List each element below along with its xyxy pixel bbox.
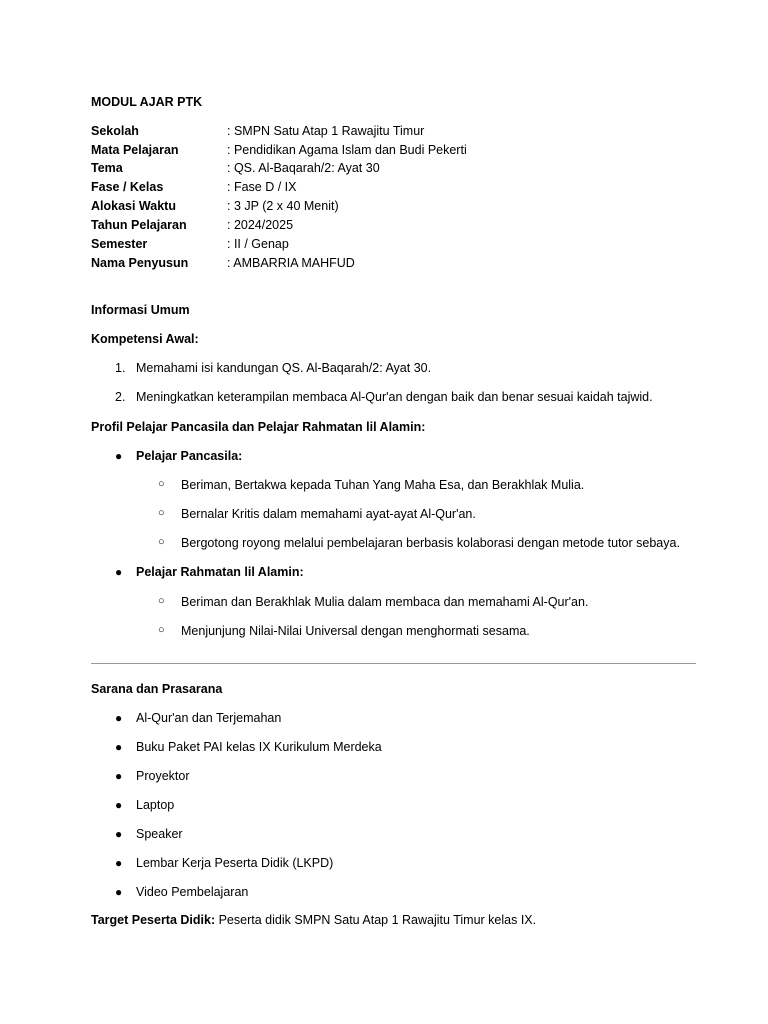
list-item-text: Menjunjung Nilai-Nilai Universal dengan menghormati sesama. — [181, 624, 530, 638]
bullet-icon: ● — [115, 827, 123, 841]
list-item-text: Proyektor — [136, 769, 190, 783]
list-item-text: Beriman dan Berakhlak Mulia dalam membaca dan memahami Al-Qur'an. — [181, 595, 589, 609]
list-item-text: Pelajar Rahmatan lil Alamin: — [136, 565, 304, 579]
meta-value: : SMPN Satu Atap 1 Rawajitu Timur — [227, 124, 425, 138]
list-number: 2. — [115, 390, 126, 404]
section-heading-informasi-umum: Informasi Umum — [91, 303, 190, 317]
target-paragraph — [91, 913, 536, 928]
bullet-icon: ● — [115, 565, 123, 579]
circle-bullet-icon: ○ — [158, 595, 165, 607]
list-item-text: Bernalar Kritis dalam memahami ayat-ayat Al-Qur'an. — [181, 507, 476, 521]
circle-bullet-icon: ○ — [158, 624, 165, 636]
list-item-text: Speaker — [136, 827, 183, 841]
meta-label: Semester — [91, 237, 148, 251]
meta-value: : QS. Al-Baqarah/2: Ayat 30 — [227, 161, 380, 175]
bullet-icon: ● — [115, 798, 123, 812]
meta-value: : AMBARRIA MAHFUD — [227, 256, 355, 270]
bullet-icon: ● — [115, 856, 123, 870]
bullet-icon: ● — [115, 885, 123, 899]
meta-label: Tema — [91, 161, 123, 175]
meta-value: : Fase D / IX — [227, 180, 297, 194]
meta-label: Mata Pelajaran — [91, 143, 179, 157]
list-item-text: Meningkatkan keterampilan membaca Al-Qur'an dengan baik dan benar sesuai kaidah tajwid. — [136, 390, 653, 404]
list-item-text: Memahami isi kandungan QS. Al-Baqarah/2: Ayat 30. — [136, 361, 432, 375]
target-text: Peserta didik SMPN Satu Atap 1 Rawajitu Timur kelas IX. — [215, 913, 537, 927]
meta-label: Sekolah — [91, 124, 139, 138]
bullet-icon: ● — [115, 769, 123, 783]
list-item-text: Al-Qur'an dan Terjemahan — [136, 711, 282, 725]
meta-label: Fase / Kelas — [91, 180, 164, 194]
circle-bullet-icon: ○ — [158, 536, 165, 548]
list-item-text: Laptop — [136, 798, 175, 812]
bullet-icon: ● — [115, 449, 123, 463]
meta-value: : Pendidikan Agama Islam dan Budi Pekerti — [227, 143, 467, 157]
section-heading-kompetensi-awal: Kompetensi Awal: — [91, 332, 199, 346]
list-item-text: Beriman, Bertakwa kepada Tuhan Yang Maha Esa, dan Berakhlak Mulia. — [181, 478, 585, 492]
meta-value: : II / Genap — [227, 237, 289, 251]
meta-label: Nama Penyusun — [91, 256, 189, 270]
horizontal-divider — [91, 663, 696, 664]
target-label: Target Peserta Didik: — [91, 913, 216, 927]
list-item-text: Video Pembelajaran — [136, 885, 249, 899]
section-heading-profil: Profil Pelajar Pancasila dan Pelajar Rahmatan lil Alamin: — [91, 420, 426, 434]
document-title: MODUL AJAR PTK — [91, 95, 203, 109]
meta-value: : 2024/2025 — [227, 218, 294, 232]
circle-bullet-icon: ○ — [158, 478, 165, 490]
list-number: 1. — [115, 361, 126, 375]
list-item-text: Buku Paket PAI kelas IX Kurikulum Merdeka — [136, 740, 382, 754]
meta-label: Alokasi Waktu — [91, 199, 176, 213]
meta-label: Tahun Pelajaran — [91, 218, 187, 232]
list-item-text: Lembar Kerja Peserta Didik (LKPD) — [136, 856, 334, 870]
meta-value: : 3 JP (2 x 40 Menit) — [227, 199, 339, 213]
list-item-text: Pelajar Pancasila: — [136, 449, 243, 463]
section-heading-sarana: Sarana dan Prasarana — [91, 682, 223, 696]
list-item-text: Bergotong royong melalui pembelajaran berbasis kolaborasi dengan metode tutor sebaya. — [181, 536, 680, 550]
bullet-icon: ● — [115, 740, 123, 754]
circle-bullet-icon: ○ — [158, 507, 165, 519]
bullet-icon: ● — [115, 711, 123, 725]
